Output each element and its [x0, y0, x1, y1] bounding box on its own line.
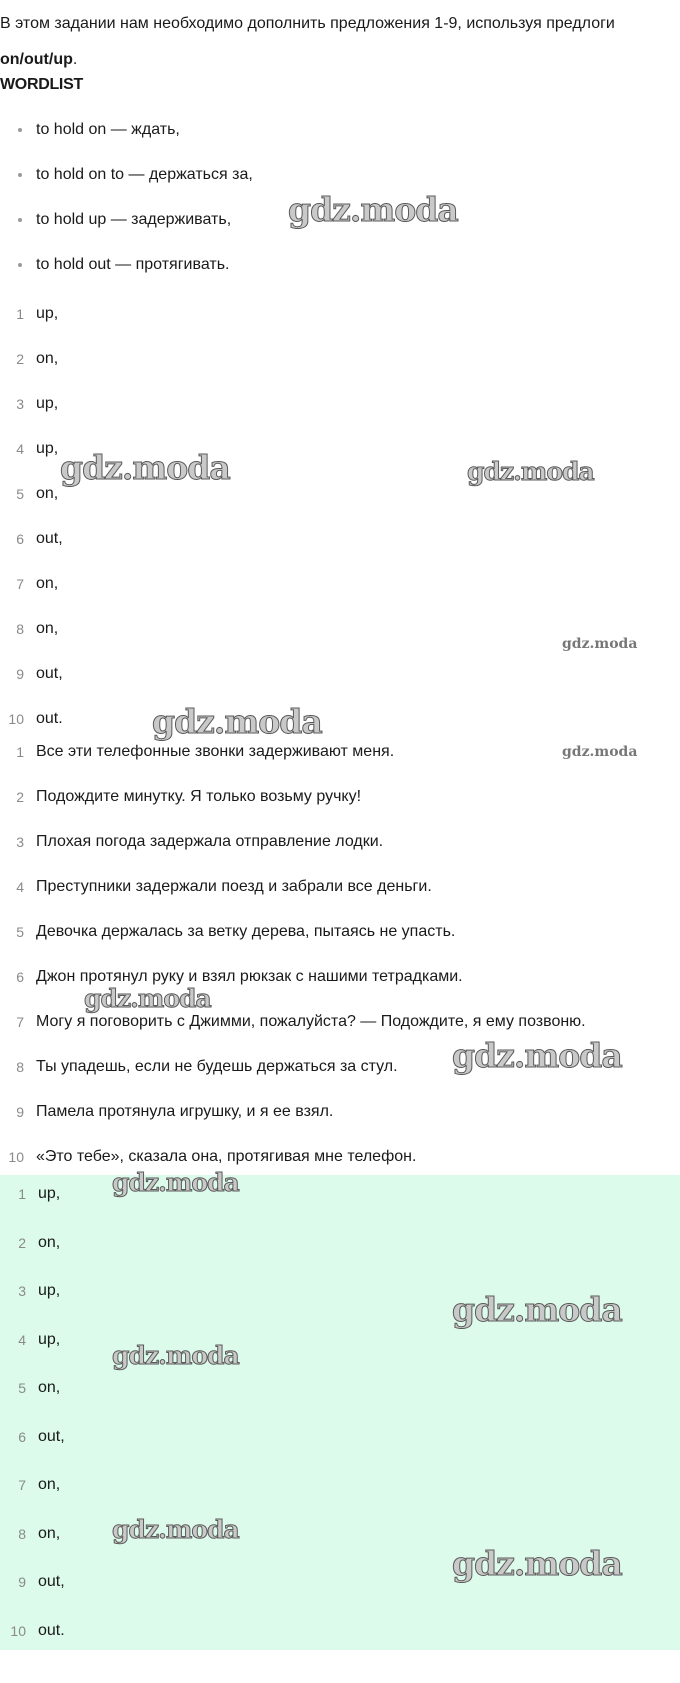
intro-part2: . — [72, 51, 78, 68]
watermark: gdz.moda — [562, 636, 638, 652]
wordlist-item: to hold up — задерживать, — [0, 208, 670, 253]
list-item: 6 out, — [18, 1427, 65, 1445]
wordlist-item: to hold on — ждать, — [0, 118, 670, 163]
list-item: 10 «Это тебе», сказала она, протягивая мне телефон. — [8, 1148, 417, 1165]
list-item: 1 up, — [16, 305, 59, 322]
list-item: 2 on, — [18, 1233, 61, 1251]
answers-list — [0, 302, 680, 752]
watermark: gdz.moda — [60, 448, 230, 487]
list-item: 2 Подождите минутку. Я только возьму ручку! — [16, 788, 362, 805]
watermark: gdz.moda — [452, 1544, 622, 1583]
list-item: 10 out. — [10, 1621, 65, 1639]
wordlist-item: to hold on to — держаться за, — [0, 163, 670, 208]
list-item: 4 up, — [16, 440, 59, 457]
watermark: gdz.moda — [452, 1036, 622, 1075]
list-item: 4 Преступники задержали поезд и забрали все деньги. — [16, 878, 432, 895]
list-item: 9 Памела протянула игрушку, и я ее взял. — [16, 1103, 334, 1120]
list-item: 3 up, — [18, 1282, 61, 1299]
list-item: 10 out. — [8, 710, 63, 727]
intro-part1: В этом задании нам необходимо дополнить предложения 1-9, используя предлоги — [0, 15, 615, 32]
watermark: gdz.moda — [452, 1290, 622, 1329]
watermark: gdz.moda — [112, 1515, 239, 1544]
list-item: 2 on, — [16, 350, 59, 367]
watermark: gdz.moda — [562, 744, 638, 760]
list-item: 9 out, — [16, 665, 63, 682]
watermark: gdz.moda — [467, 457, 594, 486]
bullet-icon — [18, 128, 22, 132]
list-item: 1 up, — [18, 1185, 61, 1202]
answer-box-list — [0, 1182, 680, 1667]
list-item: 5 on, — [18, 1379, 61, 1396]
list-item: 6 Джон протянул руку и взял рюкзак с нашими тетрадками. — [16, 968, 463, 985]
list-item: 5 Девочка держалась за ветку дерева, пытаясь не упасть. — [16, 923, 456, 940]
wordlist-title: WORDLIST — [0, 76, 83, 93]
list-item: 3 Плохая погода задержала отправление лодки. — [16, 833, 384, 850]
bullet-icon — [18, 173, 22, 177]
list-item: 7 Могу я поговорить с Джимми, пожалуйста? — Подождите, я ему позвоню. — [16, 1013, 586, 1030]
list-item: 4 up, — [18, 1330, 61, 1348]
list-item: 7 on, — [18, 1476, 61, 1493]
watermark: gdz.moda — [112, 1168, 239, 1197]
bullet-icon — [18, 263, 22, 267]
list-item: 8 on, — [18, 1524, 61, 1542]
list-item: 3 up, — [16, 395, 59, 412]
list-item: 8 on, — [16, 620, 59, 637]
watermark: gdz.moda — [112, 1341, 239, 1370]
list-item: 8 Ты упадешь, если не будешь держаться за стул. — [16, 1058, 398, 1075]
translations-list — [0, 740, 680, 1190]
intro-text — [0, 6, 670, 78]
list-item: 1 Все эти телефонные звонки задерживают меня. — [16, 743, 395, 760]
list-item: 5 on, — [16, 485, 59, 502]
watermark: gdz.moda — [288, 190, 458, 229]
wordlist-item: to hold out — протягивать. — [0, 253, 670, 298]
list-item: 7 on, — [16, 575, 59, 592]
list-item: 9 out, — [18, 1573, 65, 1590]
watermark: gdz.moda — [152, 702, 322, 741]
bullet-icon — [18, 218, 22, 222]
intro-prepositions: on/out/up — [0, 51, 73, 68]
list-item: 6 out, — [16, 530, 63, 547]
watermark: gdz.moda — [84, 984, 211, 1013]
